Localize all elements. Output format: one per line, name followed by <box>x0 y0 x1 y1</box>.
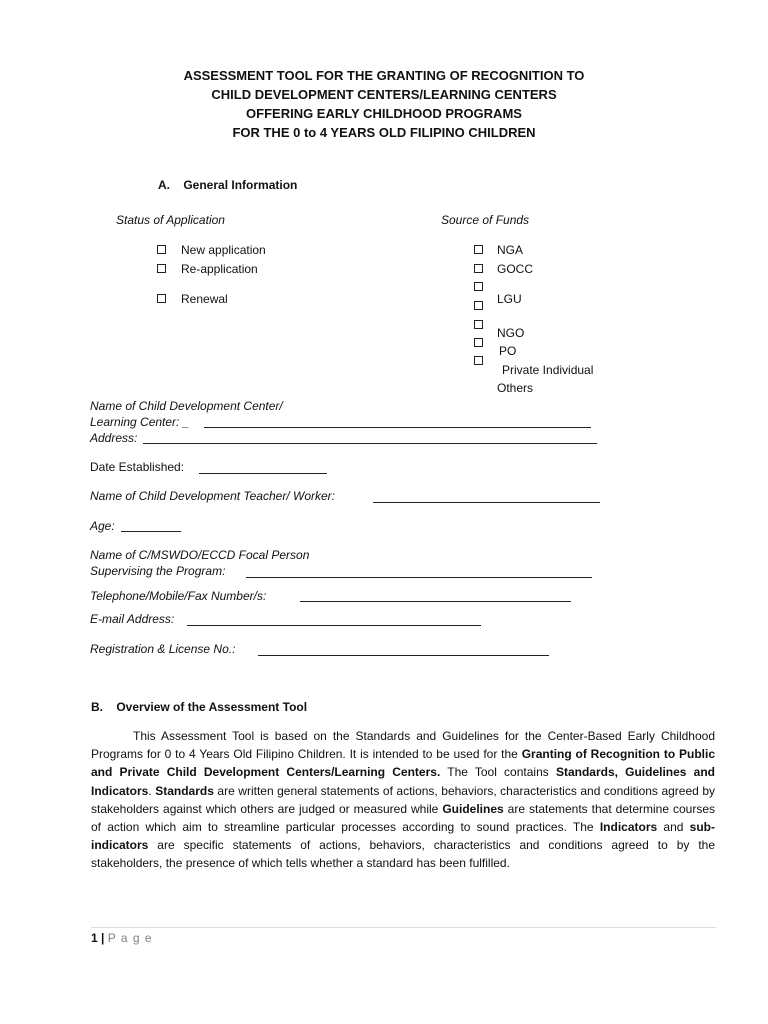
option-lgu: LGU <box>497 292 522 306</box>
option-private-individual: Private Individual <box>502 363 594 377</box>
checkbox-fund-6[interactable] <box>474 338 483 347</box>
email-label: E-mail Address: <box>90 612 175 626</box>
center-name-label-1: Name of Child Development Center/ <box>90 399 283 413</box>
checkbox-fund-1[interactable] <box>474 245 483 254</box>
center-name-label-2: Learning Center: _ <box>90 415 190 429</box>
date-established-label: Date Established: <box>90 460 185 474</box>
page-footer <box>91 930 153 946</box>
funds-heading: Source of Funds <box>441 213 530 227</box>
age-field[interactable] <box>121 531 181 532</box>
center-name-field[interactable] <box>204 427 591 428</box>
option-renewal: Renewal <box>181 292 228 306</box>
checkbox-fund-5[interactable] <box>474 320 483 329</box>
registration-field[interactable] <box>258 655 549 656</box>
overview-bold-standards: Standards <box>155 783 214 798</box>
option-new-application: New application <box>181 243 266 257</box>
registration-label: Registration & License No.: <box>90 642 236 656</box>
overview-text-5: are statements that determine courses of action which aim to streamline particular processes according to sound practices. The <box>91 801 716 835</box>
email-field[interactable] <box>187 625 481 626</box>
title-line-1: ASSESSMENT TOOL FOR THE GRANTING OF RECOGNITION TO <box>183 68 585 83</box>
address-label: Address: <box>90 431 138 445</box>
checkbox-fund-4[interactable] <box>474 301 483 310</box>
footer-divider <box>91 927 716 928</box>
focal-person-label-2: Supervising the Program: <box>90 564 226 578</box>
page-word: P a g e <box>107 931 153 945</box>
overview-paragraph <box>91 727 715 873</box>
teacher-field[interactable] <box>373 502 600 503</box>
status-heading: Status of Application <box>116 213 225 227</box>
teacher-label: Name of Child Development Teacher/ Worker: <box>90 489 335 503</box>
option-ngo: NGO <box>497 326 525 340</box>
option-re-application: Re-application <box>181 262 258 276</box>
option-po: PO <box>499 344 517 358</box>
age-label: Age: <box>90 519 115 533</box>
overview-text-3: . <box>148 783 156 798</box>
overview-text-6: and <box>657 820 690 835</box>
document-title <box>0 66 768 142</box>
checkbox-fund-7[interactable] <box>474 356 483 365</box>
checkbox-fund-3[interactable] <box>474 282 483 291</box>
overview-text-1: This Assessment Tool is based on the Standards and Guidelines for the Center-Based Early Childhood Programs for 0 to 4 Years Old Filipino Children. It is intended to be used for the <box>91 729 715 762</box>
overview-bold-guidelines: Guidelines <box>442 801 504 816</box>
overview-bold-granting: Granting of Recognition to Public and Private Child Development Centers/Learning Centers. <box>91 747 715 780</box>
overview-bold-sub-indicators: sub-indicators <box>91 820 715 853</box>
focal-person-field[interactable] <box>246 577 592 578</box>
checkbox-fund-2[interactable] <box>474 264 483 273</box>
telephone-label: Telephone/Mobile/Fax Number/s: <box>90 589 267 603</box>
overview-text-4: are written general statements of actions, behaviors, characteristics and conditions agreed by stakeholders against which others are judged or measured while <box>91 783 716 816</box>
checkbox-new-application[interactable] <box>157 245 166 254</box>
overview-text-2: The Tool contains <box>440 765 556 780</box>
section-b-heading: B. Overview of the Assessment Tool <box>91 700 308 714</box>
overview-bold-standards-guidelines: Standards, Guidelines and Indicators <box>91 765 715 798</box>
focal-person-label-1: Name of C/MSWDO/ECCD Focal Person <box>90 548 310 562</box>
section-a-heading: A. General Information <box>158 178 298 192</box>
telephone-field[interactable] <box>300 601 571 602</box>
checkbox-renewal[interactable] <box>157 294 166 303</box>
option-others: Others <box>497 381 534 395</box>
overview-bold-indicators: Indicators <box>599 820 658 835</box>
title-line-2: CHILD DEVELOPMENT CENTERS/LEARNING CENTERS <box>211 87 557 102</box>
option-nga: NGA <box>497 243 524 257</box>
date-established-field[interactable] <box>199 473 327 474</box>
option-gocc: GOCC <box>497 262 533 276</box>
title-line-4: FOR THE 0 to 4 YEARS OLD FILIPINO CHILDREN <box>232 125 536 140</box>
title-line-3: OFFERING EARLY CHILDHOOD PROGRAMS <box>246 106 522 121</box>
page-number: 1 | <box>91 931 105 945</box>
overview-text-7: are specific statements of actions, behaviors, characteristics and conditions agreed to by the stakeholders, the presence of which tells whether a standard has been fulfilled. <box>91 838 715 871</box>
address-field[interactable] <box>143 443 597 444</box>
checkbox-re-application[interactable] <box>157 264 166 273</box>
